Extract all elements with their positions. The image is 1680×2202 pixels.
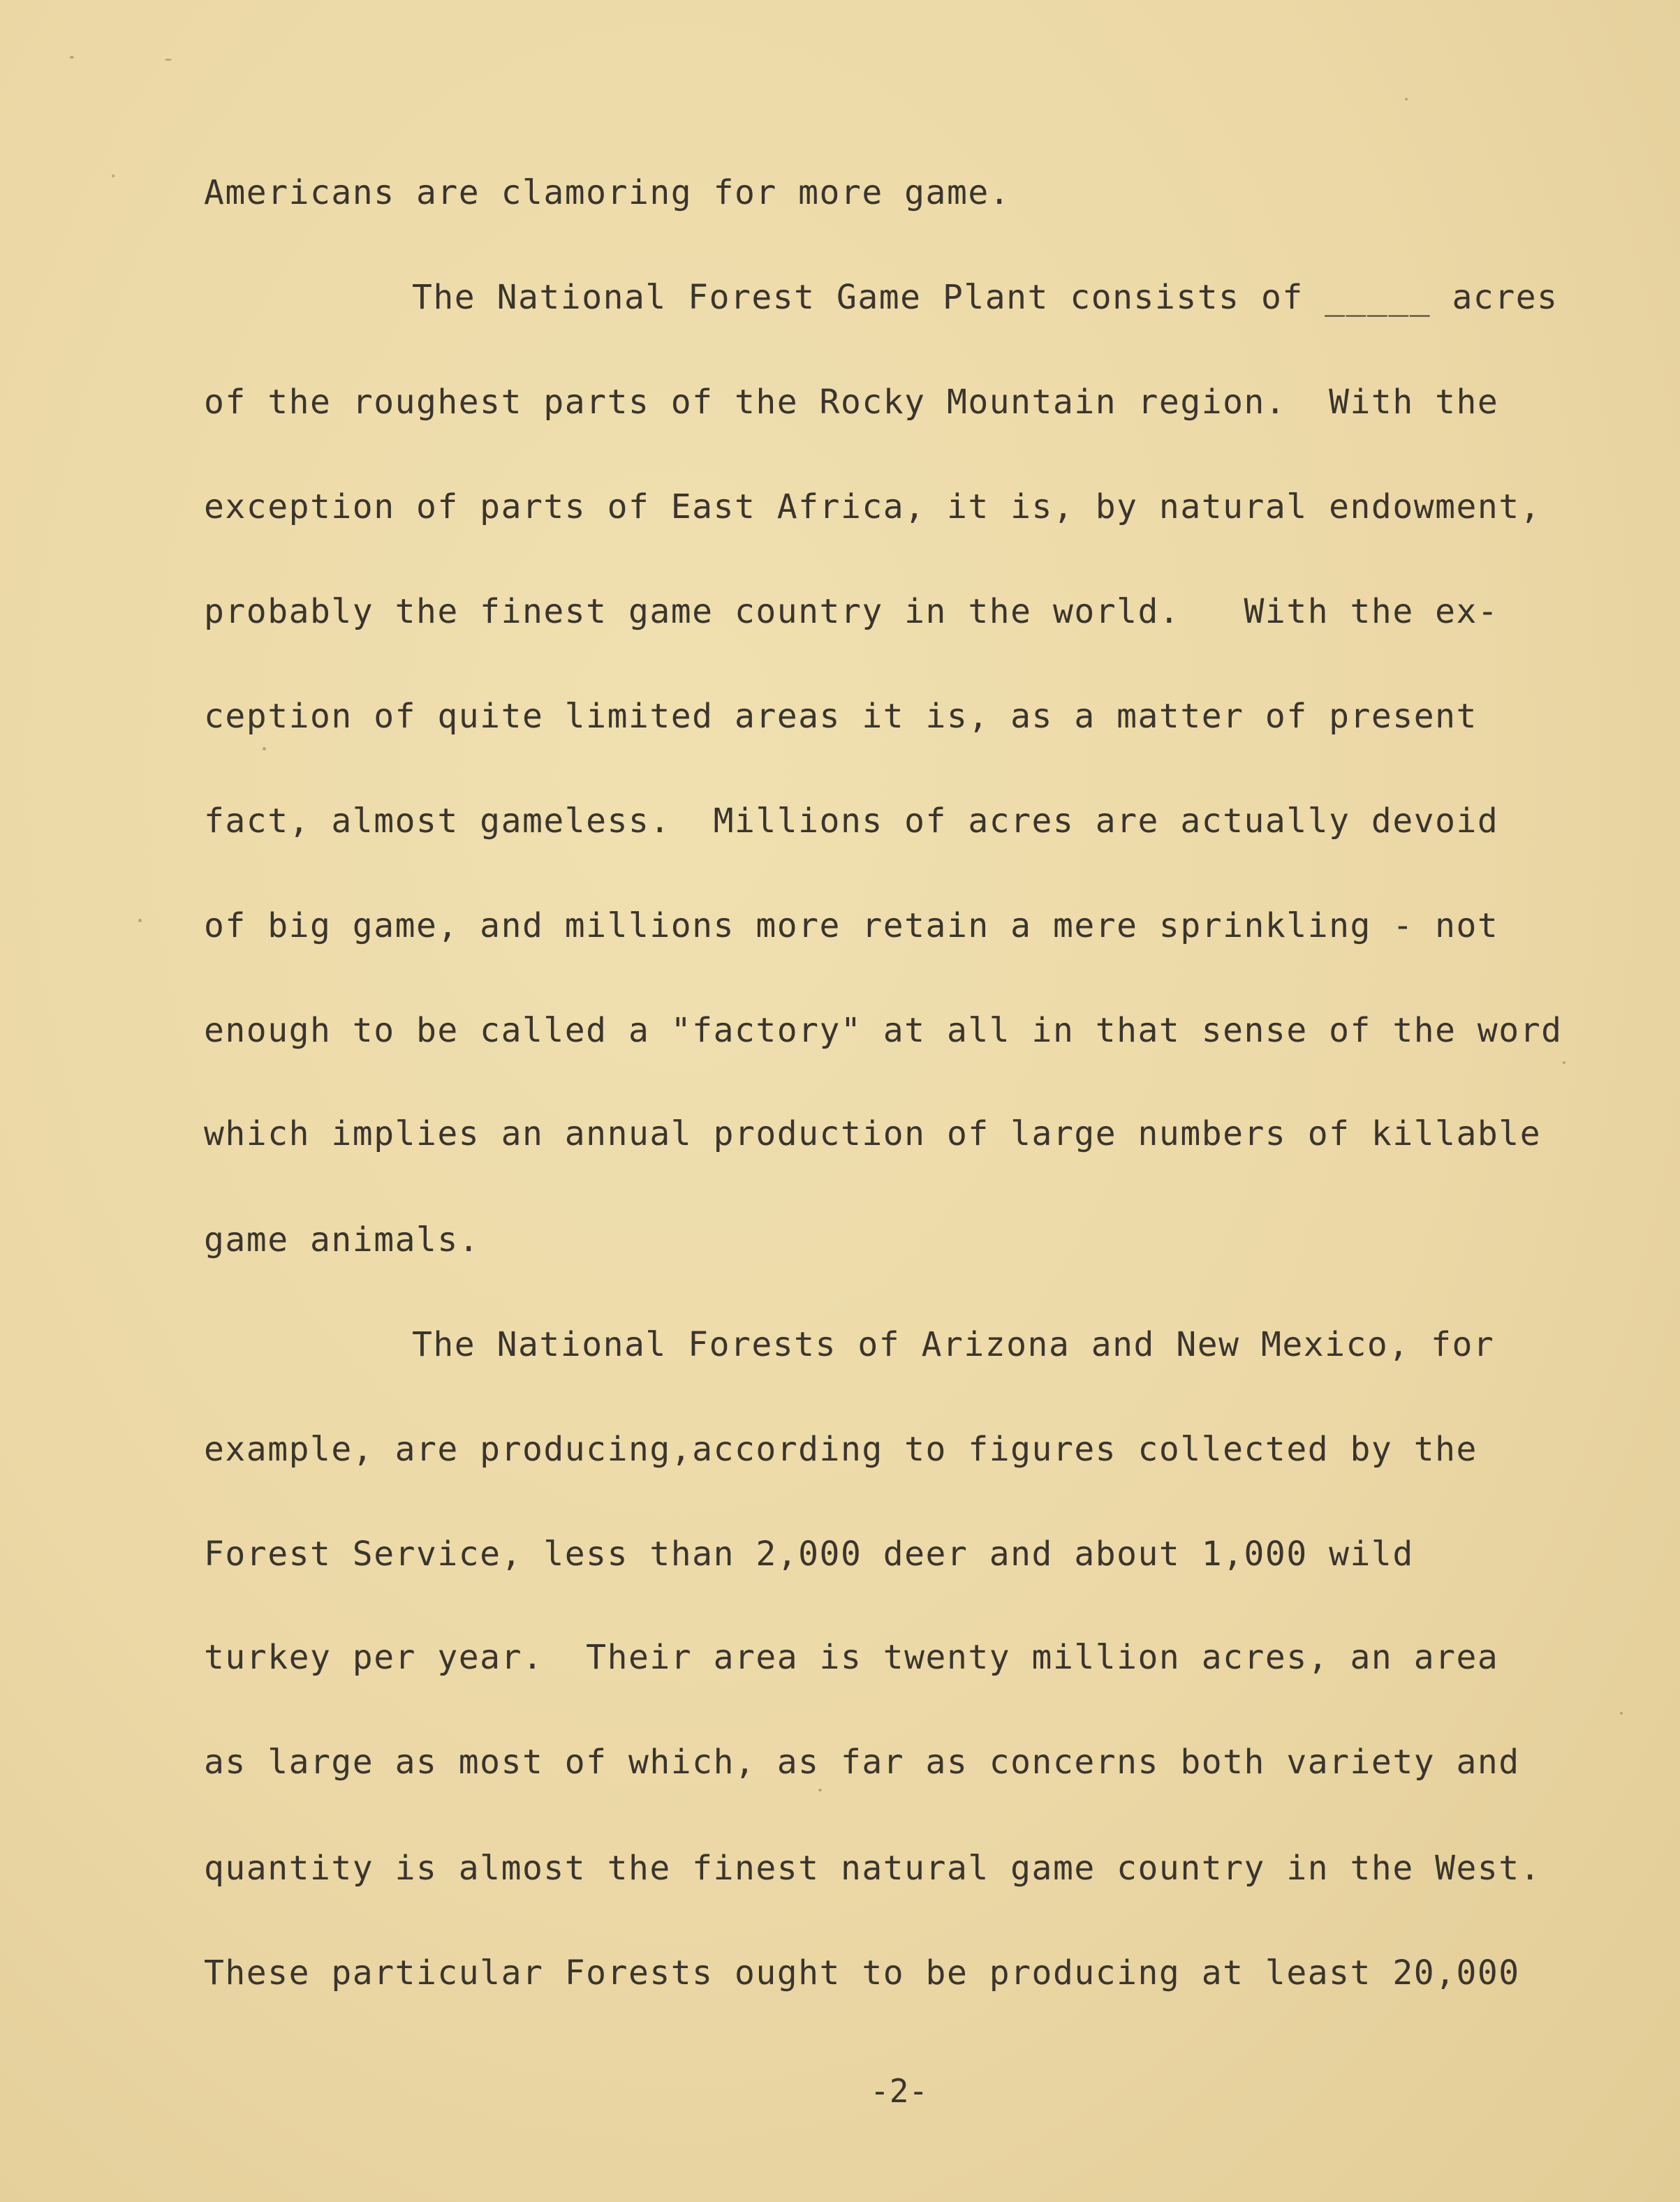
text-line-11: game animals. bbox=[204, 1220, 480, 1259]
text-line-1: Americans are clamoring for more game. bbox=[204, 173, 1011, 212]
text-line-15: turkey per year. Their area is twenty million acres, an area bbox=[204, 1638, 1499, 1677]
paper-speck bbox=[138, 919, 142, 922]
paper-speck bbox=[70, 56, 74, 59]
text-line-12: The National Forests of Arizona and New Mexico, for bbox=[412, 1325, 1495, 1364]
text-line-3: of the roughest parts of the Rocky Mountain region. With the bbox=[204, 383, 1499, 422]
text-line-17: quantity is almost the finest natural game country in the West. bbox=[204, 1849, 1542, 1888]
paper-speck bbox=[1620, 1712, 1623, 1715]
text-line-5: probably the finest game country in the world. With the ex- bbox=[204, 592, 1499, 631]
page-number: -2- bbox=[870, 2072, 929, 2110]
text-line-18: These particular Forests ought to be producing at least 20,000 bbox=[204, 1953, 1520, 1993]
paper-speck bbox=[818, 1789, 822, 1791]
text-line-6: ception of quite limited areas it is, as a matter of present bbox=[204, 697, 1478, 736]
text-line-7: fact, almost gameless. Millions of acres are actually devoid bbox=[204, 801, 1499, 841]
paper-speck bbox=[165, 59, 172, 61]
text-line-13: example, are producing,according to figures collected by the bbox=[204, 1430, 1478, 1469]
paper-speck bbox=[1405, 98, 1408, 101]
paper-speck bbox=[263, 747, 266, 751]
text-line-16: as large as most of which, as far as concerns both variety and bbox=[204, 1743, 1520, 1782]
paper-speck bbox=[112, 175, 115, 177]
paper-speck bbox=[1563, 1061, 1565, 1064]
text-line-4: exception of parts of East Africa, it is, by natural endowment, bbox=[204, 487, 1542, 526]
text-line-10: which implies an annual production of large numbers of killable bbox=[204, 1114, 1542, 1153]
text-line-14: Forest Service, less than 2,000 deer and about 1,000 wild bbox=[204, 1535, 1414, 1574]
text-line-8: of big game, and millions more retain a mere sprinkling - not bbox=[204, 906, 1499, 945]
text-line-9: enough to be called a "factory" at all in that sense of the word bbox=[204, 1011, 1563, 1050]
text-line-2: The National Forest Game Plant consists of _____ acres bbox=[412, 278, 1559, 317]
